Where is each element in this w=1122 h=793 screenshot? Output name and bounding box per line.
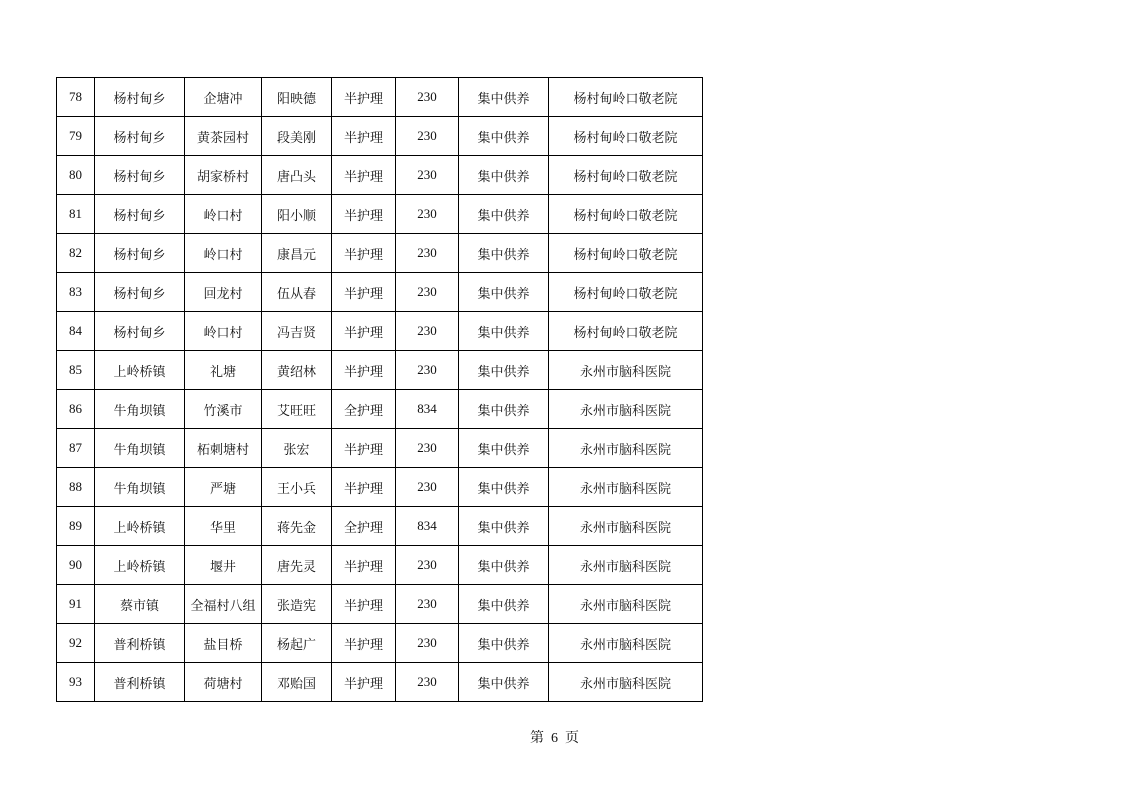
row-number-cell: 79 [57,117,95,156]
amount-cell: 230 [396,273,459,312]
person-name-cell: 阳小顺 [262,195,332,234]
row-number-cell: 84 [57,312,95,351]
amount-cell: 230 [396,351,459,390]
table-row [57,390,703,429]
table-row [57,429,703,468]
amount-cell: 230 [396,585,459,624]
village-cell: 华里 [185,507,262,546]
institution-cell: 杨村甸岭口敬老院 [549,117,703,156]
person-name-cell: 黄绍林 [262,351,332,390]
table-row [57,78,703,117]
support-type-cell: 集中供养 [459,624,549,663]
township-cell: 牛角坝镇 [95,468,185,507]
amount-cell: 230 [396,546,459,585]
township-cell: 牛角坝镇 [95,390,185,429]
person-name-cell: 阳映德 [262,78,332,117]
person-name-cell: 杨起广 [262,624,332,663]
institution-cell: 永州市脑科医院 [549,429,703,468]
institution-cell: 永州市脑科医院 [549,468,703,507]
institution-cell: 永州市脑科医院 [549,351,703,390]
person-name-cell: 伍从春 [262,273,332,312]
village-cell: 岭口村 [185,195,262,234]
care-level-cell: 半护理 [332,351,396,390]
amount-cell: 230 [396,429,459,468]
support-type-cell: 集中供养 [459,663,549,702]
table-row [57,585,703,624]
village-cell: 荷塘村 [185,663,262,702]
township-cell: 杨村甸乡 [95,78,185,117]
institution-cell: 永州市脑科医院 [549,507,703,546]
amount-cell: 230 [396,234,459,273]
township-cell: 杨村甸乡 [95,273,185,312]
row-number-cell: 93 [57,663,95,702]
person-name-cell: 艾旺旺 [262,390,332,429]
village-cell: 胡家桥村 [185,156,262,195]
care-level-cell: 半护理 [332,312,396,351]
amount-cell: 230 [396,195,459,234]
table-row [57,351,703,390]
institution-cell: 永州市脑科医院 [549,390,703,429]
village-cell: 盐目桥 [185,624,262,663]
amount-cell: 230 [396,156,459,195]
care-level-cell: 半护理 [332,234,396,273]
table-row [57,273,703,312]
support-type-cell: 集中供养 [459,507,549,546]
care-level-cell: 半护理 [332,585,396,624]
table-row [57,156,703,195]
care-level-cell: 半护理 [332,546,396,585]
township-cell: 杨村甸乡 [95,312,185,351]
person-name-cell: 冯吉贤 [262,312,332,351]
village-cell: 堰井 [185,546,262,585]
township-cell: 牛角坝镇 [95,429,185,468]
support-type-cell: 集中供养 [459,390,549,429]
row-number-cell: 83 [57,273,95,312]
village-cell: 全福村八组 [185,585,262,624]
township-cell: 蔡市镇 [95,585,185,624]
page-number: 6 [551,731,559,746]
table-row [57,468,703,507]
township-cell: 上岭桥镇 [95,546,185,585]
person-name-cell: 段美刚 [262,117,332,156]
care-level-cell: 半护理 [332,195,396,234]
row-number-cell: 92 [57,624,95,663]
support-type-cell: 集中供养 [459,468,549,507]
township-cell: 上岭桥镇 [95,507,185,546]
amount-cell: 230 [396,624,459,663]
care-level-cell: 全护理 [332,507,396,546]
care-level-cell: 半护理 [332,273,396,312]
support-type-cell: 集中供养 [459,351,549,390]
person-name-cell: 邓贻国 [262,663,332,702]
care-level-cell: 全护理 [332,390,396,429]
township-cell: 普利桥镇 [95,624,185,663]
person-name-cell: 王小兵 [262,468,332,507]
amount-cell: 230 [396,78,459,117]
amount-cell: 230 [396,663,459,702]
row-number-cell: 91 [57,585,95,624]
support-type-cell: 集中供养 [459,156,549,195]
care-level-cell: 半护理 [332,663,396,702]
table-body [57,78,703,702]
table-row [57,507,703,546]
person-name-cell: 唐先灵 [262,546,332,585]
village-cell: 柘刺塘村 [185,429,262,468]
row-number-cell: 86 [57,390,95,429]
township-cell: 普利桥镇 [95,663,185,702]
row-number-cell: 78 [57,78,95,117]
row-number-cell: 87 [57,429,95,468]
village-cell: 黄茶园村 [185,117,262,156]
person-name-cell: 张造宪 [262,585,332,624]
row-number-cell: 85 [57,351,95,390]
person-name-cell: 蒋先金 [262,507,332,546]
amount-cell: 230 [396,312,459,351]
support-type-cell: 集中供养 [459,585,549,624]
township-cell: 杨村甸乡 [95,117,185,156]
institution-cell: 杨村甸岭口敬老院 [549,156,703,195]
table-row [57,195,703,234]
care-level-cell: 半护理 [332,78,396,117]
care-level-cell: 半护理 [332,117,396,156]
person-name-cell: 张宏 [262,429,332,468]
page-footer [530,727,580,747]
table-row [57,663,703,702]
person-name-cell: 唐凸头 [262,156,332,195]
township-cell: 杨村甸乡 [95,195,185,234]
institution-cell: 永州市脑科医院 [549,663,703,702]
village-cell: 回龙村 [185,273,262,312]
care-level-cell: 半护理 [332,468,396,507]
table-row [57,546,703,585]
table-row [57,312,703,351]
amount-cell: 834 [396,390,459,429]
village-cell: 竹溪市 [185,390,262,429]
institution-cell: 杨村甸岭口敬老院 [549,312,703,351]
row-number-cell: 88 [57,468,95,507]
care-level-cell: 半护理 [332,429,396,468]
support-type-cell: 集中供养 [459,429,549,468]
amount-cell: 834 [396,507,459,546]
village-cell: 岭口村 [185,312,262,351]
village-cell: 礼塘 [185,351,262,390]
institution-cell: 永州市脑科医院 [549,546,703,585]
township-cell: 上岭桥镇 [95,351,185,390]
institution-cell: 杨村甸岭口敬老院 [549,195,703,234]
records-table [56,77,703,702]
support-type-cell: 集中供养 [459,78,549,117]
village-cell: 企塘冲 [185,78,262,117]
table-row [57,117,703,156]
row-number-cell: 81 [57,195,95,234]
village-cell: 岭口村 [185,234,262,273]
support-type-cell: 集中供养 [459,273,549,312]
row-number-cell: 80 [57,156,95,195]
institution-cell: 杨村甸岭口敬老院 [549,273,703,312]
care-level-cell: 半护理 [332,156,396,195]
row-number-cell: 89 [57,507,95,546]
amount-cell: 230 [396,468,459,507]
amount-cell: 230 [396,117,459,156]
village-cell: 严塘 [185,468,262,507]
support-type-cell: 集中供养 [459,546,549,585]
care-level-cell: 半护理 [332,624,396,663]
institution-cell: 永州市脑科医院 [549,624,703,663]
table-row [57,234,703,273]
row-number-cell: 82 [57,234,95,273]
page-suffix: 页 [565,730,580,746]
support-type-cell: 集中供养 [459,234,549,273]
row-number-cell: 90 [57,546,95,585]
table-row [57,624,703,663]
township-cell: 杨村甸乡 [95,234,185,273]
institution-cell: 永州市脑科医院 [549,585,703,624]
institution-cell: 杨村甸岭口敬老院 [549,234,703,273]
support-type-cell: 集中供养 [459,117,549,156]
support-type-cell: 集中供养 [459,195,549,234]
institution-cell: 杨村甸岭口敬老院 [549,78,703,117]
person-name-cell: 康昌元 [262,234,332,273]
support-type-cell: 集中供养 [459,312,549,351]
page-prefix: 第 [530,730,545,746]
township-cell: 杨村甸乡 [95,156,185,195]
